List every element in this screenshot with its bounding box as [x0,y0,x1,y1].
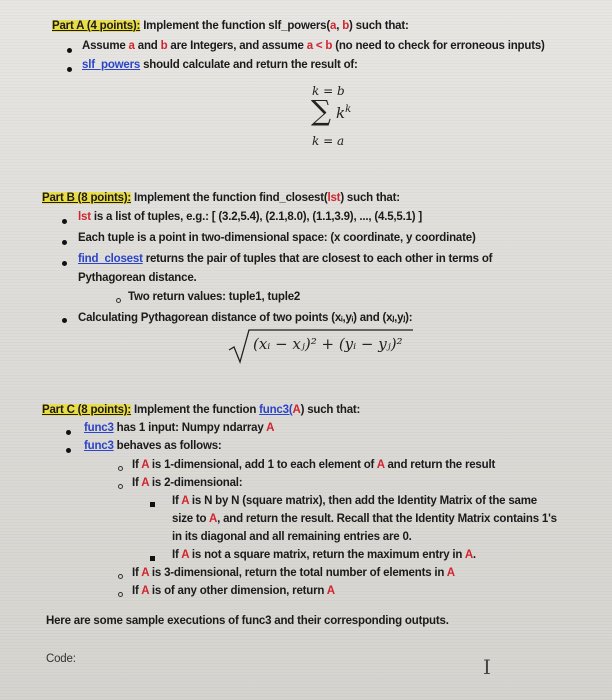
part-c-bullet-2: func3 behaves as follows: [84,440,222,452]
sub-bullet-icon [118,592,123,597]
bullet-icon [62,219,67,224]
sum-lower-limit: k = a [312,134,345,148]
part-c-subsub-1: If A is N by N (square matrix), then add the Identity Matrix of the same [172,495,537,507]
sub-bullet-icon [116,298,121,303]
sub-bullet-icon [118,574,123,579]
part-a-title: Part A (4 points): [52,20,141,32]
sum-upper-limit: k = b [312,84,345,98]
sub-sub-bullet-icon [150,556,155,561]
part-b-bullet-3-cont: Pythagorean distance. [78,272,197,284]
text-cursor-icon: I [483,655,491,679]
part-c-bullet-1: func3 has 1 input: Numpy ndarray A [84,422,275,434]
part-b-sub-1: Two return values: tuple1, tuple2 [128,291,301,303]
sub-bullet-icon [118,484,123,489]
part-c-subsub-1-line2: size to A, and return the result. Recall that the Identity Matrix contains 1's [172,513,557,525]
distance-formula [227,326,417,371]
part-c-sub-3: If A is 3-dimensional, return the total number of elements in A [132,567,455,579]
bullet-icon [62,261,67,266]
part-b-bullet-4: Calculating Pythagorean distance of two points (xᵢ,yᵢ) and (xⱼ,yⱼ): [78,312,413,324]
bullet-icon [66,448,71,453]
part-b-bullet-3: find_closest returns the pair of tuples that are closest to each other in terms of [78,253,493,265]
bullet-icon [67,48,72,53]
part-a-heading: Part A (4 points): Implement the function slf_powers(a, b) such that: [52,20,409,32]
code-label: Code: [46,653,76,665]
part-c-subsub-1-line3: in its diagonal and all remaining entries are 0. [172,531,412,543]
bullet-icon [62,318,67,323]
sub-sub-bullet-icon [150,502,155,507]
part-a-bullet-1: Assume a and b are Integers, and assume a < b (no need to check for erroneous inputs) [82,40,545,52]
sub-bullet-icon [118,466,123,471]
bullet-icon [62,240,67,245]
part-c-sub-1: If A is 1-dimensional, add 1 to each element of A and return the result [132,459,496,471]
part-c-subsub-2: If A is not a square matrix, return the maximum entry in A. [172,549,476,561]
bullet-icon [66,430,71,435]
sum-symbol: ∑ [311,94,331,127]
part-b-bullet-2: Each tuple is a point in two-dimensional space: (x coordinate, y coordinate) [78,232,476,244]
part-c-sub-2: If A is 2-dimensional: [132,477,243,489]
part-b-heading: Part B (8 points): Implement the function find_closest(lst) such that: [42,192,400,204]
samples-text: Here are some sample executions of func3 and their corresponding outputs. [46,615,449,627]
formula-body: (xᵢ − xⱼ)² + (yᵢ − yⱼ)² [253,335,403,353]
part-b-bullet-1: lst is a list of tuples, e.g.: [ (3.2,5.4), (2.1,8.0), (1.1,3.9), ..., (4.5,5.1) ] [78,211,423,223]
part-c-heading: Part C (8 points): Implement the function func3(A) such that: [42,404,361,416]
bullet-icon [67,67,72,72]
part-a-bullet-2: slf_powers should calculate and return the result of: [82,59,358,71]
part-c-title: Part C (8 points): [42,404,132,416]
sum-term: $k^k$ [336,104,352,122]
part-b-title: Part B (8 points): [42,192,132,204]
part-c-sub-4: If A is of any other dimension, return A [132,585,335,597]
